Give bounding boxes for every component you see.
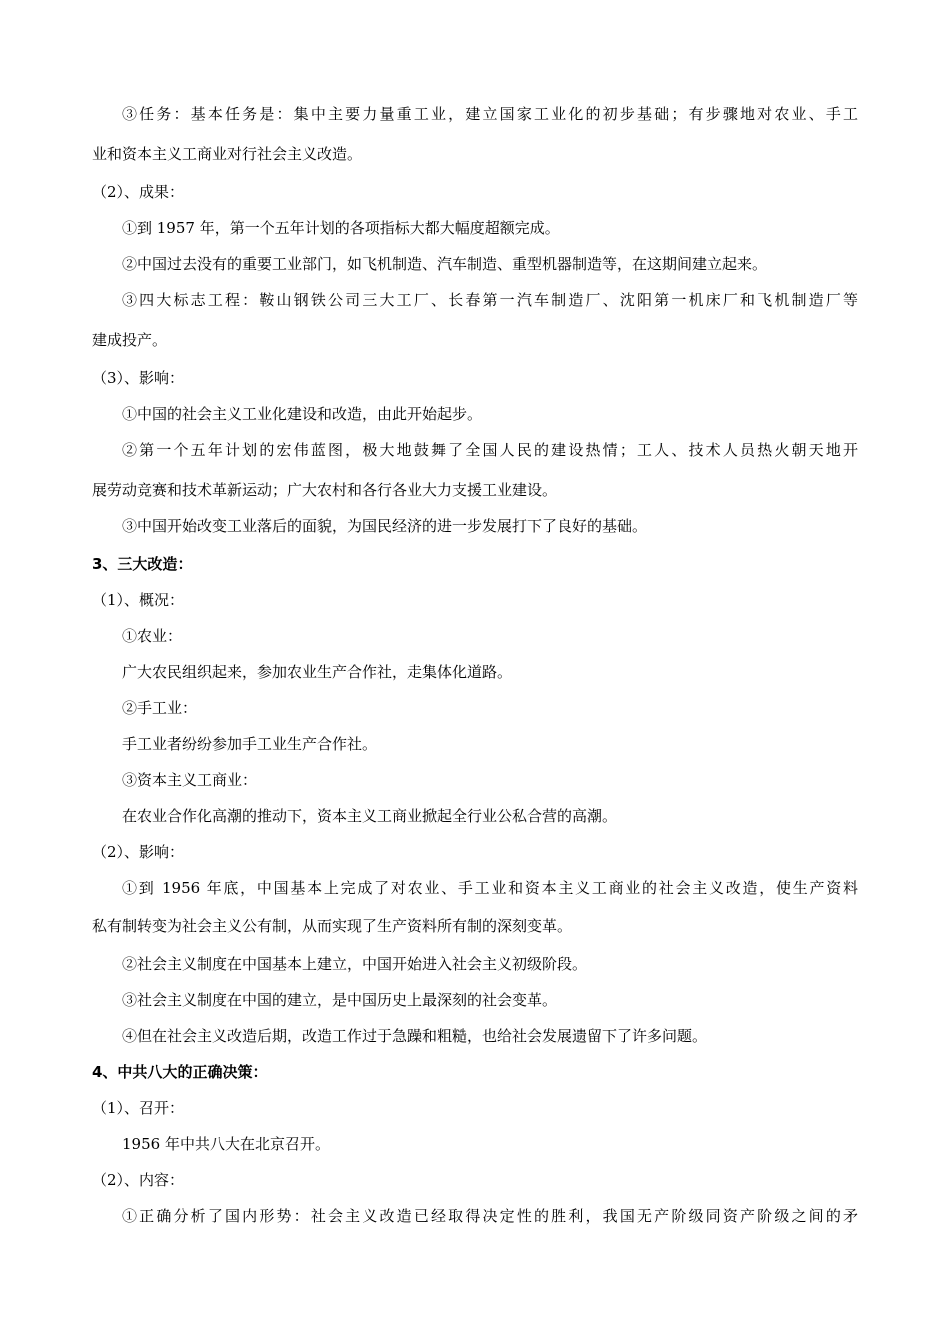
- section-heading: （2）、成果：: [92, 183, 185, 201]
- paragraph-line: ③中国开始改变工业落后的面貌，为国民经济的进一步发展打下了良好的基础。: [122, 517, 648, 535]
- paragraph-line: ③社会主义制度在中国的建立，是中国历史上最深刻的社会变革。: [122, 991, 558, 1009]
- paragraph-line: 在农业合作化高潮的推动下，资本主义工商业掀起全行业公私合营的高潮。: [122, 807, 618, 825]
- paragraph-line: ②手工业：: [122, 699, 198, 717]
- paragraph-line: ④但在社会主义改造后期，改造工作过于急躁和粗糙，也给社会发展遗留下了许多问题。: [122, 1027, 708, 1045]
- paragraph-line: ②社会主义制度在中国基本上建立，中国开始进入社会主义初级阶段。: [122, 955, 588, 973]
- section-heading: （1）、召开：: [92, 1099, 185, 1117]
- paragraph-line: 建成投产。: [92, 331, 168, 349]
- chapter-heading: 3、三大改造：: [92, 555, 193, 573]
- paragraph-line: ③四大标志工程：鞍山钢铁公司三大工厂、长春第一汽车制造厂、沈阳第一机床厂和飞机制造厂等: [122, 291, 858, 309]
- paragraph-line: ①正确分析了国内形势：社会主义改造已经取得决定性的胜利，我国无产阶级同资产阶级之间的矛: [122, 1207, 858, 1225]
- paragraph-line: ②中国过去没有的重要工业部门，如飞机制造、汽车制造、重型机器制造等，在这期间建立起来。: [122, 255, 768, 273]
- paragraph-line: 业和资本主义工商业对行社会主义改造。: [92, 145, 363, 163]
- section-heading: （2）、内容：: [92, 1171, 185, 1189]
- paragraph-line: ③任务：基本任务是：集中主要力量重工业，建立国家工业化的初步基础；有步骤地对农业、手工: [122, 105, 858, 123]
- paragraph-line: ①农业：: [122, 627, 183, 645]
- paragraph-line: 手工业者纷纷参加手工业生产合作社。: [122, 735, 378, 753]
- paragraph-line: ②第一个五年计划的宏伟蓝图，极大地鼓舞了全国人民的建设热情；工人、技术人员热火朝天地开: [122, 441, 858, 459]
- paragraph-line: 私有制转变为社会主义公有制，从而实现了生产资料所有制的深刻变革。: [92, 917, 573, 935]
- paragraph-line: ①到 1956 年底，中国基本上完成了对农业、手工业和资本主义工商业的社会主义改造，使生产资料: [122, 879, 858, 897]
- paragraph-line: ①中国的社会主义工业化建设和改造，由此开始起步。: [122, 405, 483, 423]
- paragraph-line: ③资本主义工商业：: [122, 771, 258, 789]
- paragraph-line: 1956 年中共八大在北京召开。: [122, 1135, 330, 1153]
- section-heading: （2）、影响：: [92, 843, 185, 861]
- section-heading: （3）、影响：: [92, 369, 185, 387]
- chapter-heading: 4、中共八大的正确决策：: [92, 1063, 268, 1081]
- section-heading: （1）、概况：: [92, 591, 185, 609]
- paragraph-line: 广大农民组织起来，参加农业生产合作社，走集体化道路。: [122, 663, 513, 681]
- paragraph-line: ①到 1957 年，第一个五年计划的各项指标大都大幅度超额完成。: [122, 219, 560, 237]
- paragraph-line: 展劳动竞赛和技术革新运动；广大农村和各行各业大力支援工业建设。: [92, 481, 558, 499]
